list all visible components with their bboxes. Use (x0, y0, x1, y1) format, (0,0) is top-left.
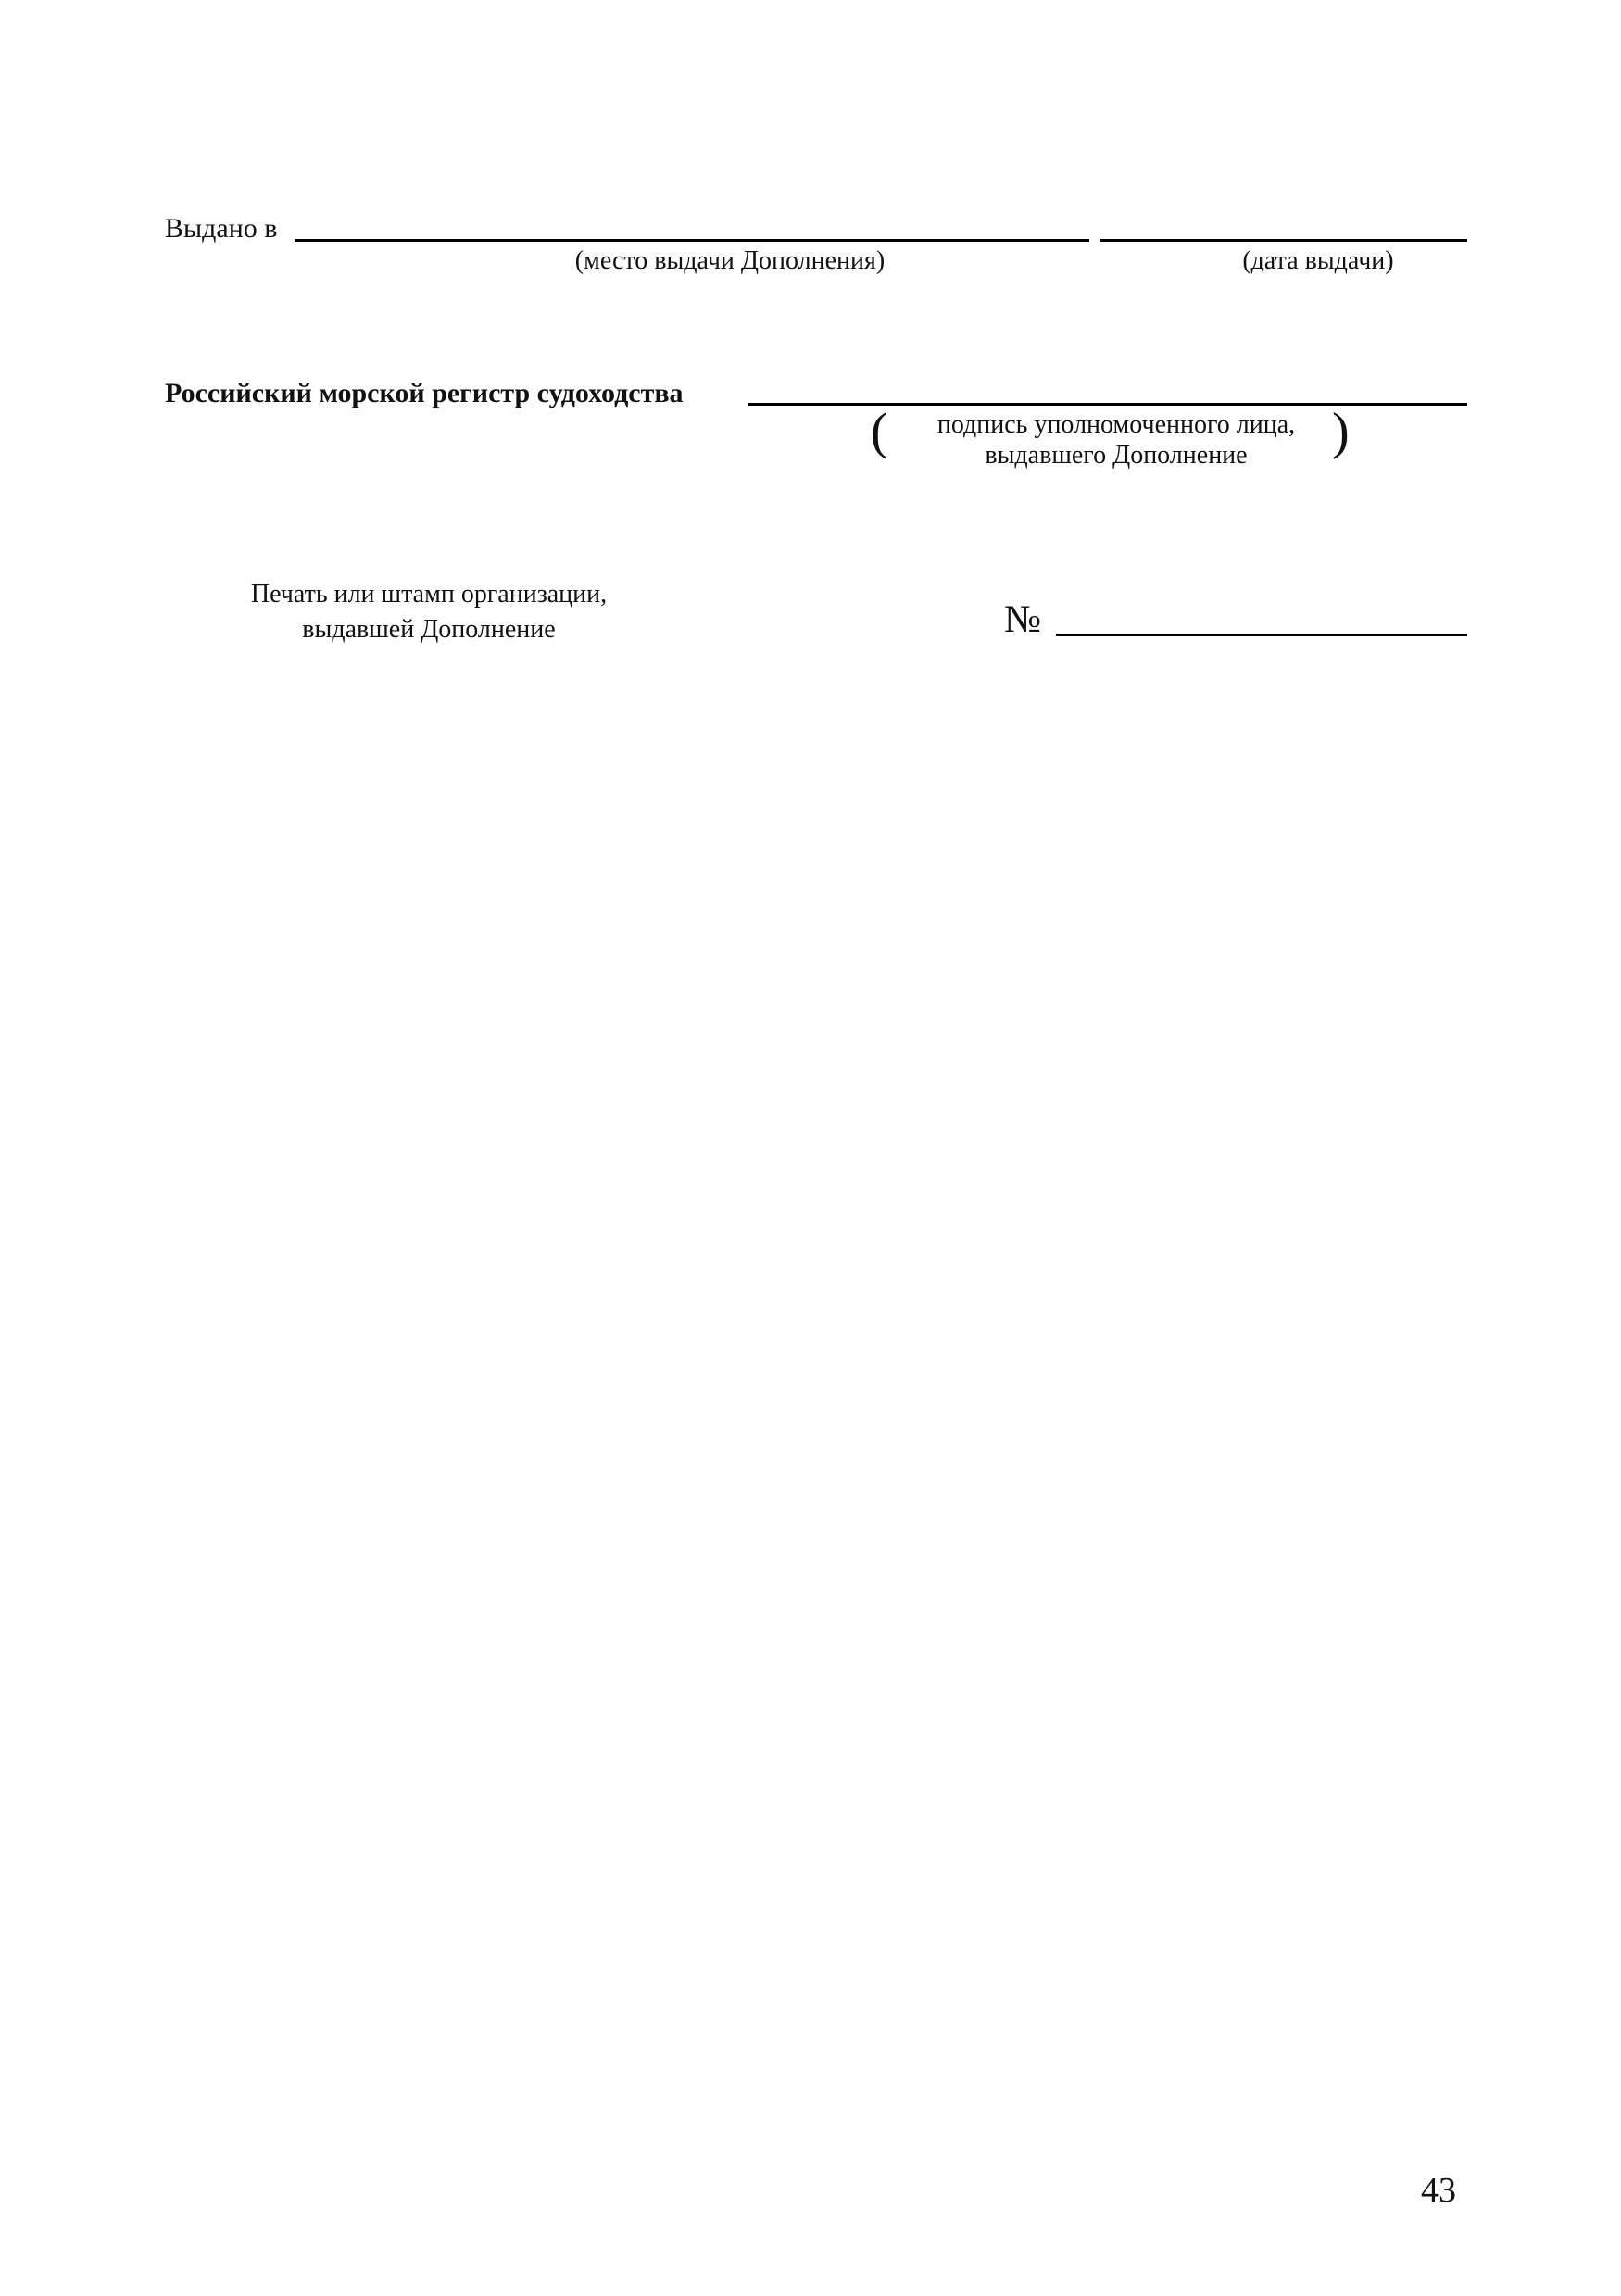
caption-paren-open: ( (871, 403, 888, 460)
signature-line[interactable] (748, 403, 1467, 406)
caption-paren-close: ) (1332, 403, 1350, 460)
issue-date-line[interactable] (1100, 239, 1467, 242)
page-number: 43 (1421, 2171, 1456, 2210)
issue-place-line[interactable] (295, 239, 1089, 242)
register-label: Российский морской регистр судоходства (165, 378, 684, 408)
signature-caption-line1: подпись уполномоченного лица, (936, 410, 1296, 439)
signature-caption-line2: выдавшего Дополнение (985, 441, 1248, 470)
seal-caption-line1: Печать или штамп организации, (250, 580, 608, 609)
issued-label: Выдано в (165, 213, 278, 244)
seal-caption-line2: выдавшей Дополнение (302, 615, 556, 644)
number-line[interactable] (1056, 634, 1467, 636)
number-symbol: № (1004, 598, 1042, 641)
issue-date-caption: (дата выдачи) (1242, 246, 1394, 275)
issue-place-caption: (место выдачи Дополнения) (574, 246, 886, 275)
